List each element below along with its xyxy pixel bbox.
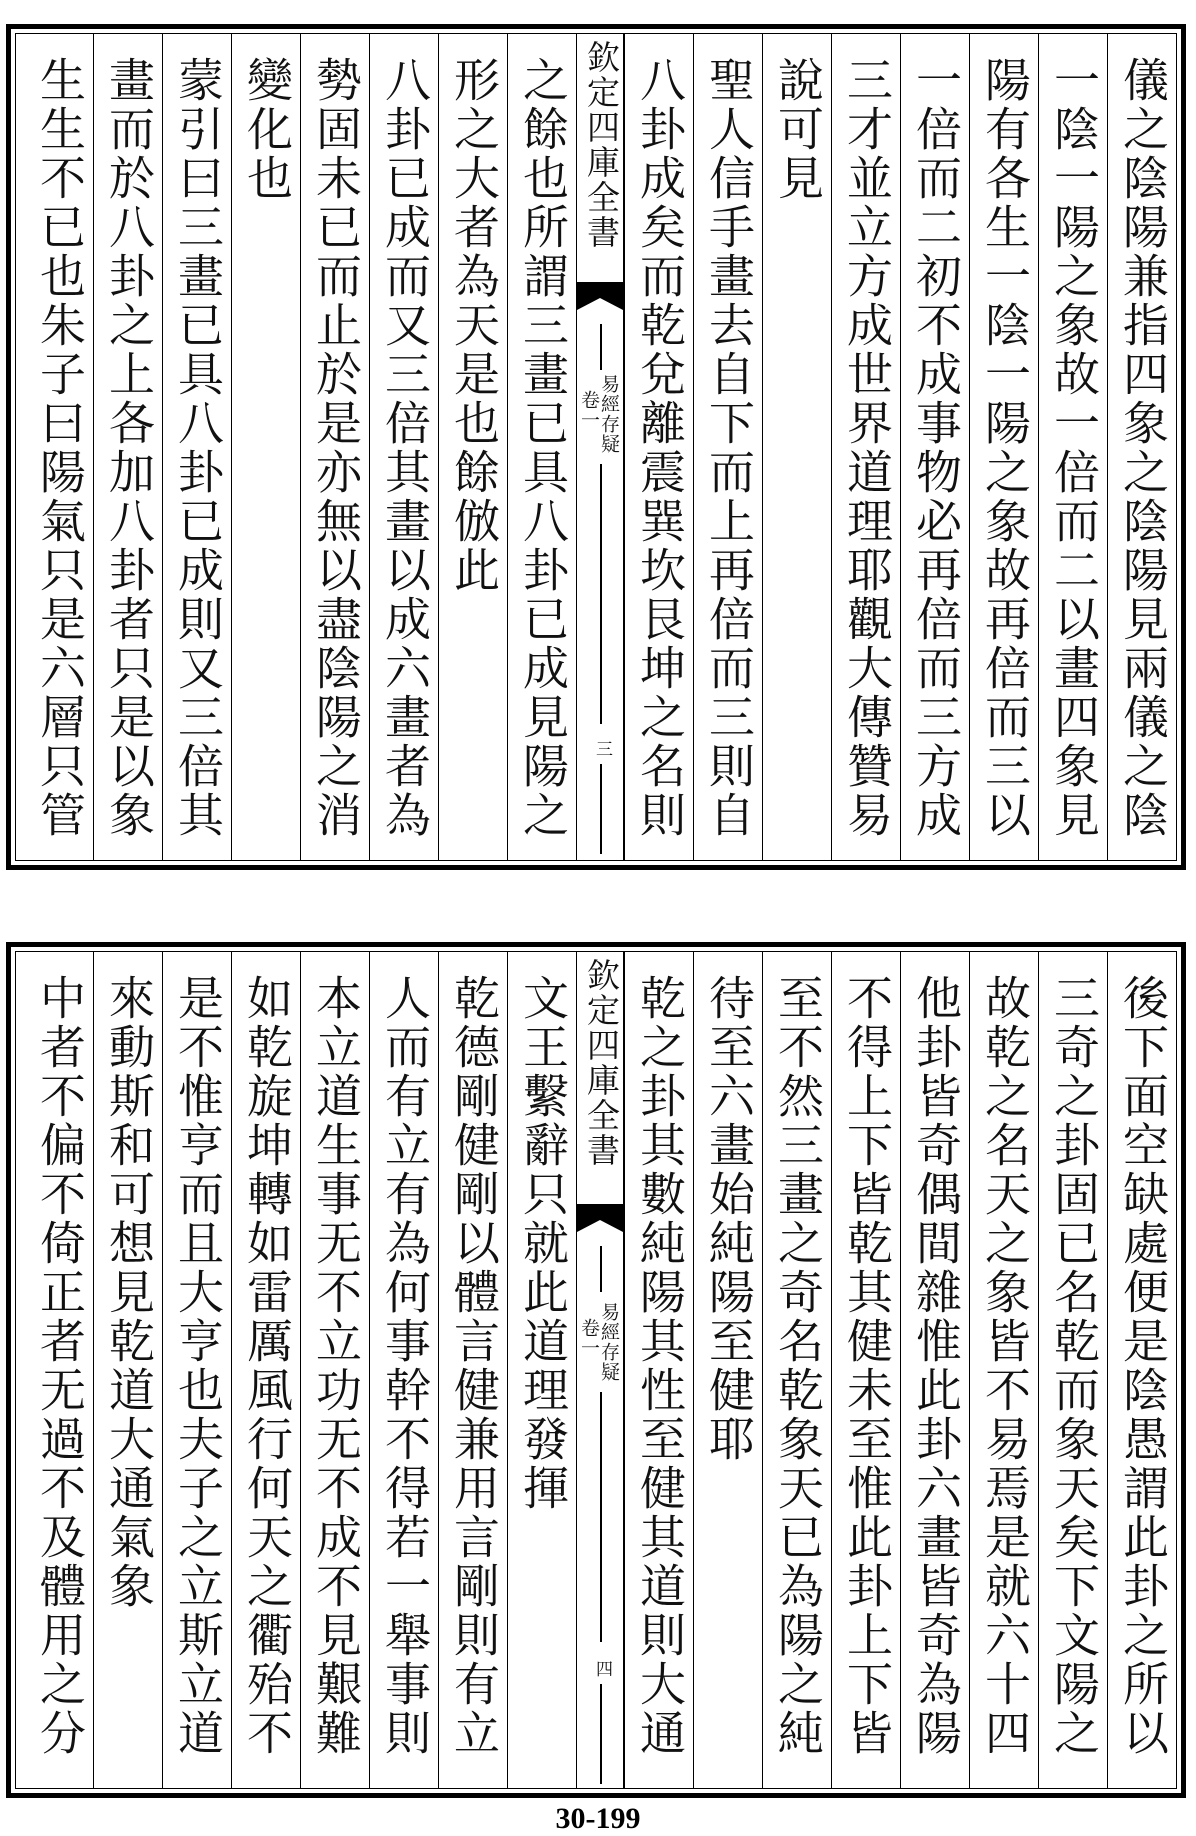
text-column: 乾之卦其數純陽其性至健其道則大通 bbox=[624, 952, 693, 1788]
fish-tail-mark bbox=[577, 1204, 623, 1244]
text-column: 一陰一陽之象故一倍而二以畫四象見 bbox=[1038, 34, 1107, 860]
page-number: 30-199 bbox=[555, 1802, 641, 1835]
text-column: 文王繫辭只就此道理發揮 bbox=[507, 952, 576, 1788]
text-column: 中者不偏不倚正者无過不及體用之分 bbox=[33, 974, 87, 1758]
spine-rule bbox=[600, 1392, 602, 1642]
text-column: 變化也 bbox=[231, 34, 300, 860]
spine-volume: 卷一 bbox=[578, 1318, 600, 1358]
text-column: 故乾之名天之象皆不易焉是就六十四 bbox=[969, 952, 1038, 1788]
text-column: 三才並立方成世界道理耶觀大傳贊易 bbox=[831, 34, 900, 860]
text-column: 如乾旋坤轉如雷厲風行何天之衢殆不 bbox=[231, 952, 300, 1788]
text-column: 至不然三畫之奇名乾象天已為陽之純 bbox=[762, 952, 831, 1788]
text-column: 生生不已也朱子曰陽氣只是六層只管 bbox=[33, 56, 87, 840]
text-column: 本立道生事无不立功无不成不見艱難 bbox=[300, 952, 369, 1788]
text-column: 勢固未已而止於是亦無以盡陰陽之消 bbox=[300, 34, 369, 860]
spine-title: 欽定四庫全書 bbox=[582, 958, 621, 1168]
spine-book-title: 易經存疑 bbox=[598, 1302, 620, 1382]
text-column: 八卦成矣而乾兌離震巽坎艮坤之名則 bbox=[624, 34, 693, 860]
text-column: 說可見 bbox=[762, 34, 831, 860]
text-column: 待至六畫始純陽至健耶 bbox=[693, 952, 762, 1788]
spine-book-title: 易經存疑 bbox=[598, 374, 620, 454]
center-spine bbox=[576, 952, 624, 1788]
text-column: 他卦皆奇偶間雜惟此卦六畫皆奇為陽 bbox=[900, 952, 969, 1788]
text-column: 陽有各生一陰一陽之象故再倍而三以 bbox=[969, 34, 1038, 860]
spine-page-number: 四 bbox=[592, 1660, 612, 1677]
text-column: 乾德剛健剛以體言健兼用言剛則有立 bbox=[438, 952, 507, 1788]
spine-rule bbox=[600, 1246, 602, 1292]
spine-volume: 卷一 bbox=[578, 390, 600, 430]
text-column: 一倍而二初不成事物必再倍而三方成 bbox=[900, 34, 969, 860]
top-page bbox=[6, 24, 1186, 870]
text-column: 來動斯和可想見乾道大通氣象 bbox=[93, 952, 162, 1788]
text-column: 後下面空缺處便是陰愚謂此卦之所以 bbox=[1107, 952, 1176, 1788]
spine-rule bbox=[600, 324, 602, 370]
bottom-page-frame bbox=[15, 951, 1177, 1789]
text-column: 儀之陰陽兼指四象之陰陽見兩儀之陰 bbox=[1107, 34, 1176, 860]
text-column: 人而有立有為何事幹不得若一舉事則 bbox=[369, 952, 438, 1788]
center-spine bbox=[576, 34, 624, 860]
text-column: 蒙引曰三畫已具八卦已成則又三倍其 bbox=[162, 34, 231, 860]
bottom-page bbox=[6, 942, 1186, 1798]
text-column: 形之大者為天是也餘倣此 bbox=[438, 34, 507, 860]
spine-rule bbox=[600, 1684, 602, 1784]
spine-rule bbox=[600, 764, 602, 854]
spine-page-number: 三 bbox=[592, 740, 612, 757]
spine-title: 欽定四庫全書 bbox=[582, 40, 621, 250]
text-column: 不得上下皆乾其健未至惟此卦上下皆 bbox=[831, 952, 900, 1788]
top-page-frame bbox=[15, 33, 1177, 861]
text-column: 三奇之卦固已名乾而象天矣下文陽之 bbox=[1038, 952, 1107, 1788]
text-column: 畫而於八卦之上各加八卦者只是以象 bbox=[93, 34, 162, 860]
text-column: 聖人信手畫去自下而上再倍而三則自 bbox=[693, 34, 762, 860]
spine-rule bbox=[600, 464, 602, 724]
text-column: 之餘也所謂三畫已具八卦已成見陽之 bbox=[507, 34, 576, 860]
text-column: 是不惟亨而且大亨也夫子之立斯立道 bbox=[162, 952, 231, 1788]
fish-tail-mark bbox=[577, 282, 623, 322]
text-column: 八卦已成而又三倍其畫以成六畫者為 bbox=[369, 34, 438, 860]
